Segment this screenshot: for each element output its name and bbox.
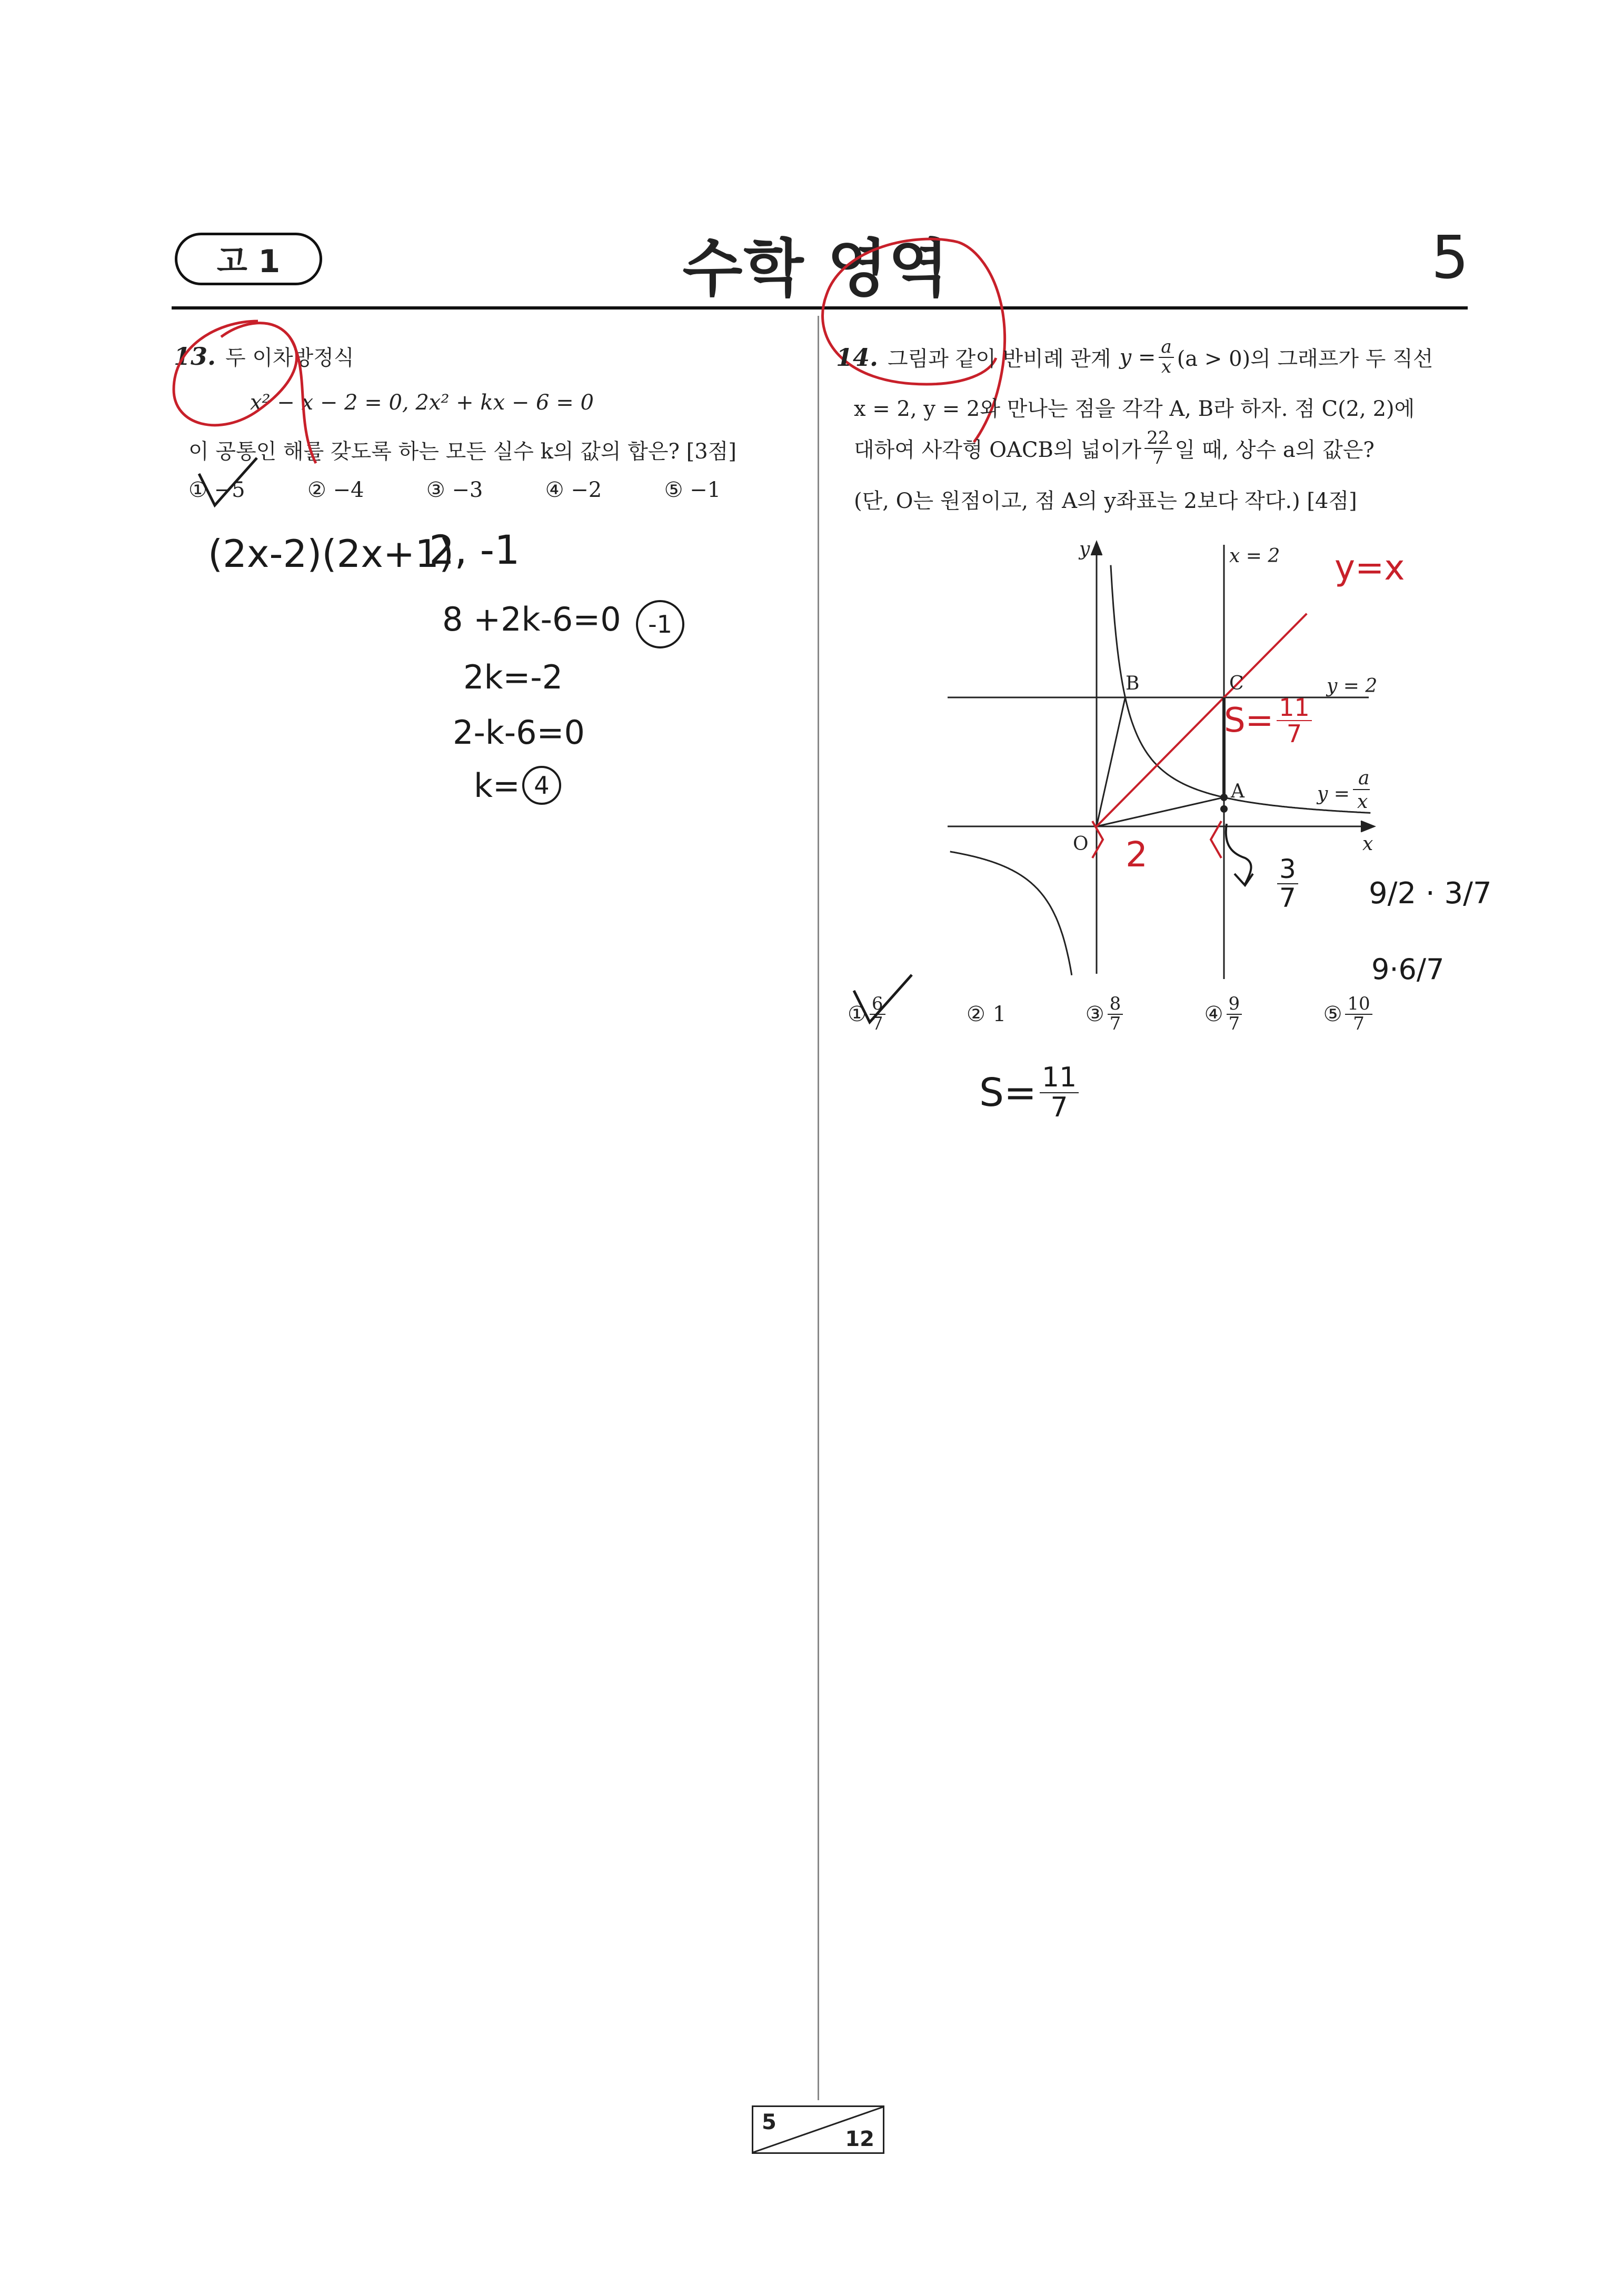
q14-fn-frac: [1159, 338, 1173, 376]
footer-current-page: 5: [762, 2110, 776, 2134]
q14-stem-line2: x = 2, y = 2와 만나는 점을 각각 A, B라 하자. 점 C(2, 2)에: [854, 397, 1415, 421]
q14-choice-1-den: 7: [871, 1013, 883, 1034]
q13-hand-line1: 8 +2k-6=0: [442, 600, 621, 638]
q14-choice-2-mark: ②: [966, 1002, 985, 1026]
q14-graph: [937, 532, 1390, 984]
q14-area-num: 22: [1144, 429, 1171, 449]
q14-hand-area-den: 7: [1286, 720, 1302, 748]
q14-choice-5[interactable]: [1323, 995, 1427, 1033]
q14-arrow-annotation: [1219, 821, 1271, 890]
label-x-eq-2: x = 2: [1229, 545, 1280, 567]
q13-choices: [188, 478, 768, 502]
q13-choice-2[interactable]: ② −4: [307, 478, 364, 502]
q14-hand-side: [1274, 855, 1301, 912]
q14-hand-area-num: 11: [1277, 695, 1312, 721]
q14-hand-two: 2: [1126, 834, 1148, 875]
q14-number: 14.: [836, 343, 879, 372]
q13-hand-line4: k=: [474, 766, 520, 805]
q14-hand-side-frac: [1277, 855, 1298, 912]
q14-check-icon: [849, 970, 917, 1027]
q13-hand-factor: (2x-2)(2x+1): [208, 532, 454, 576]
point-a: [1220, 794, 1228, 801]
q13-hand-line3: 2-k-6=0: [453, 713, 585, 752]
q14-choices: [848, 995, 1427, 1033]
q14-choice-1-num: 6: [870, 995, 885, 1015]
q14-stem-line4: (단, O는 원점이고, 점 A의 y좌표는 2보다 작다.) [4점]: [854, 489, 1357, 513]
label-x: x: [1362, 833, 1373, 855]
q14-line3-a: 대하여 사각형 OACB의 넓이가: [854, 438, 1142, 463]
hyperbola-branch-negative: [950, 852, 1072, 975]
q14-choice-5-num: 10: [1345, 995, 1372, 1015]
q14-hand-calc1: 9/2 · 3/7: [1369, 876, 1492, 911]
column-divider: [818, 316, 819, 2100]
page-number: 5: [1431, 224, 1469, 292]
q13-choice-5[interactable]: ⑤ −1: [664, 478, 721, 502]
q13-choice-1[interactable]: ① −5: [188, 478, 245, 502]
q13-stem-text: 두 이차방정식: [225, 346, 354, 370]
segment-ob: [1097, 697, 1125, 826]
page-title: 수학 영역: [682, 232, 950, 305]
q13-hand-circled-k: [522, 766, 561, 805]
q14-line3-b: 일 때, 상수 a의 값은?: [1174, 438, 1375, 463]
q14-hand-area: [1224, 695, 1315, 747]
q14-choice-4-den: 7: [1228, 1013, 1240, 1034]
footer-total-pages: 12: [845, 2127, 874, 2151]
q13-choice-3[interactable]: ③ −3: [426, 478, 483, 502]
q14-fn-num: a: [1159, 338, 1173, 358]
q14-hand-side-den: 7: [1279, 882, 1296, 913]
q14-hand-y-eq-x: y=x: [1335, 547, 1405, 588]
q13-hand-circled-side: [636, 600, 684, 648]
label-curve-num: a: [1358, 767, 1370, 789]
q14-choice-2[interactable]: [967, 1002, 1086, 1026]
y-axis-arrow: [1091, 542, 1102, 555]
q14-fn-den: x: [1161, 356, 1172, 377]
q14-stem-line3: [854, 429, 1375, 467]
q14-choice-3-num: 8: [1108, 995, 1123, 1015]
q14-area-den: 7: [1152, 447, 1164, 468]
q13-hand-circled-side-text: -1: [648, 610, 672, 638]
q13-hand-line2: 2k=-2: [463, 658, 563, 696]
label-y-eq-2: y = 2: [1327, 675, 1378, 697]
q14-hand-area-s: S=: [1224, 701, 1274, 741]
q14-hand-bottom-frac: [1040, 1063, 1079, 1122]
q14-hand-bottom-den: 7: [1050, 1091, 1068, 1123]
label-curve-den: x: [1357, 791, 1368, 813]
x-axis-arrow: [1361, 821, 1374, 832]
q14-choice-5-den: 7: [1353, 1013, 1365, 1034]
q14-choice-4[interactable]: [1204, 995, 1323, 1033]
q14-hand-side-num: 3: [1277, 855, 1298, 884]
q13-check-icon: [194, 453, 262, 511]
q14-hand-bottom-s: S=: [979, 1070, 1037, 1115]
q14-choice-3-frac: [1108, 995, 1123, 1033]
q14-fn-lhs: y =: [1119, 345, 1156, 370]
q14-choice-1-mark: ①: [848, 1002, 867, 1026]
q14-choice-4-frac: [1227, 995, 1242, 1033]
grade-badge: 고 1: [175, 233, 322, 285]
q14-hand-bottom-num: 11: [1040, 1063, 1079, 1093]
q13-hand-answer: [474, 766, 561, 805]
q14-choice-3-mark: ③: [1085, 1002, 1104, 1026]
q14-choice-4-num: 9: [1227, 995, 1242, 1015]
q14-hand-area-frac: [1277, 695, 1312, 747]
q13-stem-line2: 이 공통인 해를 갖도록 하는 모든 실수 k의 값의 합은? [3점]: [188, 440, 736, 464]
q14-line1-b: (a > 0)의 그래프가 두 직선: [1177, 347, 1433, 372]
q14-hand-bottom: [979, 1063, 1082, 1122]
label-b: B: [1126, 673, 1140, 694]
q13-hand-roots: 2, -1: [429, 526, 520, 573]
q14-choice-2-value: 1: [992, 1002, 1007, 1026]
label-a: A: [1231, 781, 1244, 802]
q14-choice-3[interactable]: [1086, 995, 1204, 1033]
q14-choice-5-frac: [1345, 995, 1372, 1033]
q13-equations: x² − x − 2 = 0, 2x² + kx − 6 = 0: [250, 391, 594, 415]
label-c: C: [1229, 673, 1244, 694]
q14-stem-line1: [836, 338, 1433, 376]
q13-choice-4[interactable]: ④ −2: [545, 478, 602, 502]
q13-number: 13.: [174, 342, 216, 371]
label-y: y: [1079, 538, 1090, 560]
q14-line1-a: 그림과 같이 반비례 관계: [888, 347, 1111, 372]
q14-hand-calc2: 9·6/7: [1371, 953, 1445, 986]
footer-page-box: [752, 2105, 884, 2154]
q14-area-frac: [1144, 429, 1171, 467]
label-curve: y =: [1317, 783, 1350, 805]
label-o: O: [1073, 833, 1089, 855]
q13-hand-circled-k-text: 4: [534, 771, 550, 800]
q14-choice-3-den: 7: [1109, 1013, 1121, 1034]
q14-choice-4-mark: ④: [1204, 1002, 1223, 1026]
q14-choice-5-mark: ⑤: [1323, 1002, 1342, 1026]
q14-red-marks: [1082, 811, 1240, 869]
